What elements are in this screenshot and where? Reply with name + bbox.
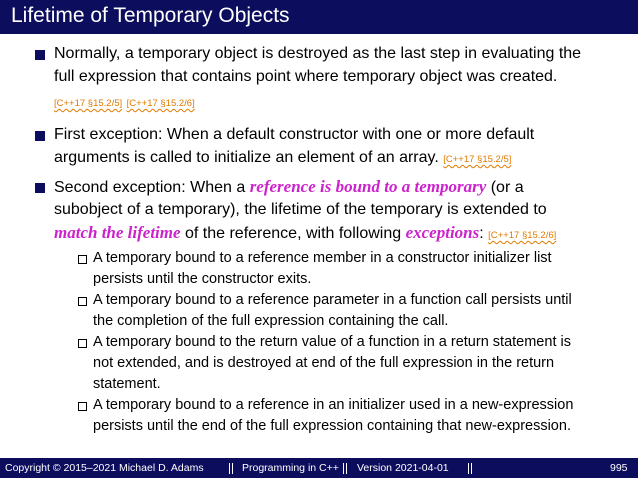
- page-number: 995: [610, 462, 628, 474]
- emphasis-text: match the lifetime: [54, 223, 181, 242]
- sub-item-3-line-1: A temporary bound to the return value of a function in a return statement is: [93, 334, 571, 350]
- bullet-3-text: (or a: [490, 179, 524, 196]
- sub-item-4-line-2: persists until the end of the full expression containing that new-expression.: [93, 418, 571, 434]
- bullet-1-line-1: Normally, a temporary object is destroyed as the last step in evaluating the: [54, 45, 582, 62]
- footer-separator: [343, 463, 347, 474]
- bullet-square-icon: [35, 50, 45, 60]
- sub-item-3-line-2: not extended, and is destroyed at end of the full expression in the return: [93, 355, 555, 371]
- footer-version: Version 2021-04-01: [357, 462, 449, 474]
- footer-separator: [468, 463, 472, 474]
- bullet-2-line-2: [54, 148, 511, 170]
- bullet-2-line-1: First exception: When a default constructor with one or more default: [54, 126, 535, 143]
- sub-bullet-box-icon: [78, 402, 87, 411]
- emphasis-text: reference is bound to a temporary: [249, 177, 487, 196]
- bullet-3-text: of the reference, with following: [185, 225, 402, 242]
- bullet-square-icon: [35, 183, 45, 193]
- reference-link[interactable]: [C++17 §15.2/6]: [488, 230, 557, 241]
- sub-item-1-line-2: persists until the constructor exits.: [93, 271, 312, 287]
- sub-item-2-line-2: the completion of the full expression containing the call.: [93, 313, 449, 329]
- bullet-3-line-2: subobject of a temporary), the lifetime of the temporary is extended to: [54, 201, 547, 218]
- bullet-2-text: arguments is called to initialize an element of an array.: [54, 149, 439, 166]
- reference-link[interactable]: [C++17 §15.2/5]: [443, 154, 512, 165]
- sub-item-4-line-1: A temporary bound to a reference in an initializer used in a new-expression: [93, 397, 574, 413]
- sub-item-1-line-1: A temporary bound to a reference member in a constructor initializer list: [93, 250, 552, 266]
- reference-link[interactable]: [C++17 §15.2/6]: [126, 98, 195, 109]
- sub-bullet-box-icon: [78, 297, 87, 306]
- slide-title: Lifetime of Temporary Objects: [11, 4, 290, 27]
- footer-copyright: Copyright © 2015–2021 Michael D. Adams: [5, 462, 204, 474]
- bullet-3-line-3: [54, 223, 556, 246]
- bullet-1-line-2: full expression that contains point where temporary object was created.: [54, 68, 558, 85]
- reference-link[interactable]: [C++17 §15.2/5]: [54, 98, 123, 109]
- sub-bullet-box-icon: [78, 339, 87, 348]
- sub-item-3-line-3: statement.: [93, 376, 161, 392]
- bullet-3-line-1: [54, 177, 524, 198]
- footer-course: Programming in C++: [242, 462, 339, 474]
- footer-separator: [229, 463, 233, 474]
- sub-bullet-box-icon: [78, 255, 87, 264]
- bullet-3-text: :: [479, 225, 484, 242]
- footer-bar: [0, 458, 638, 478]
- emphasis-text: exceptions: [405, 223, 480, 242]
- bullet-1-refs: [54, 92, 195, 114]
- bullet-square-icon: [35, 131, 45, 141]
- bullet-3-text: Second exception: When a: [54, 179, 246, 196]
- sub-item-2-line-1: A temporary bound to a reference parameter in a function call persists until: [93, 292, 572, 308]
